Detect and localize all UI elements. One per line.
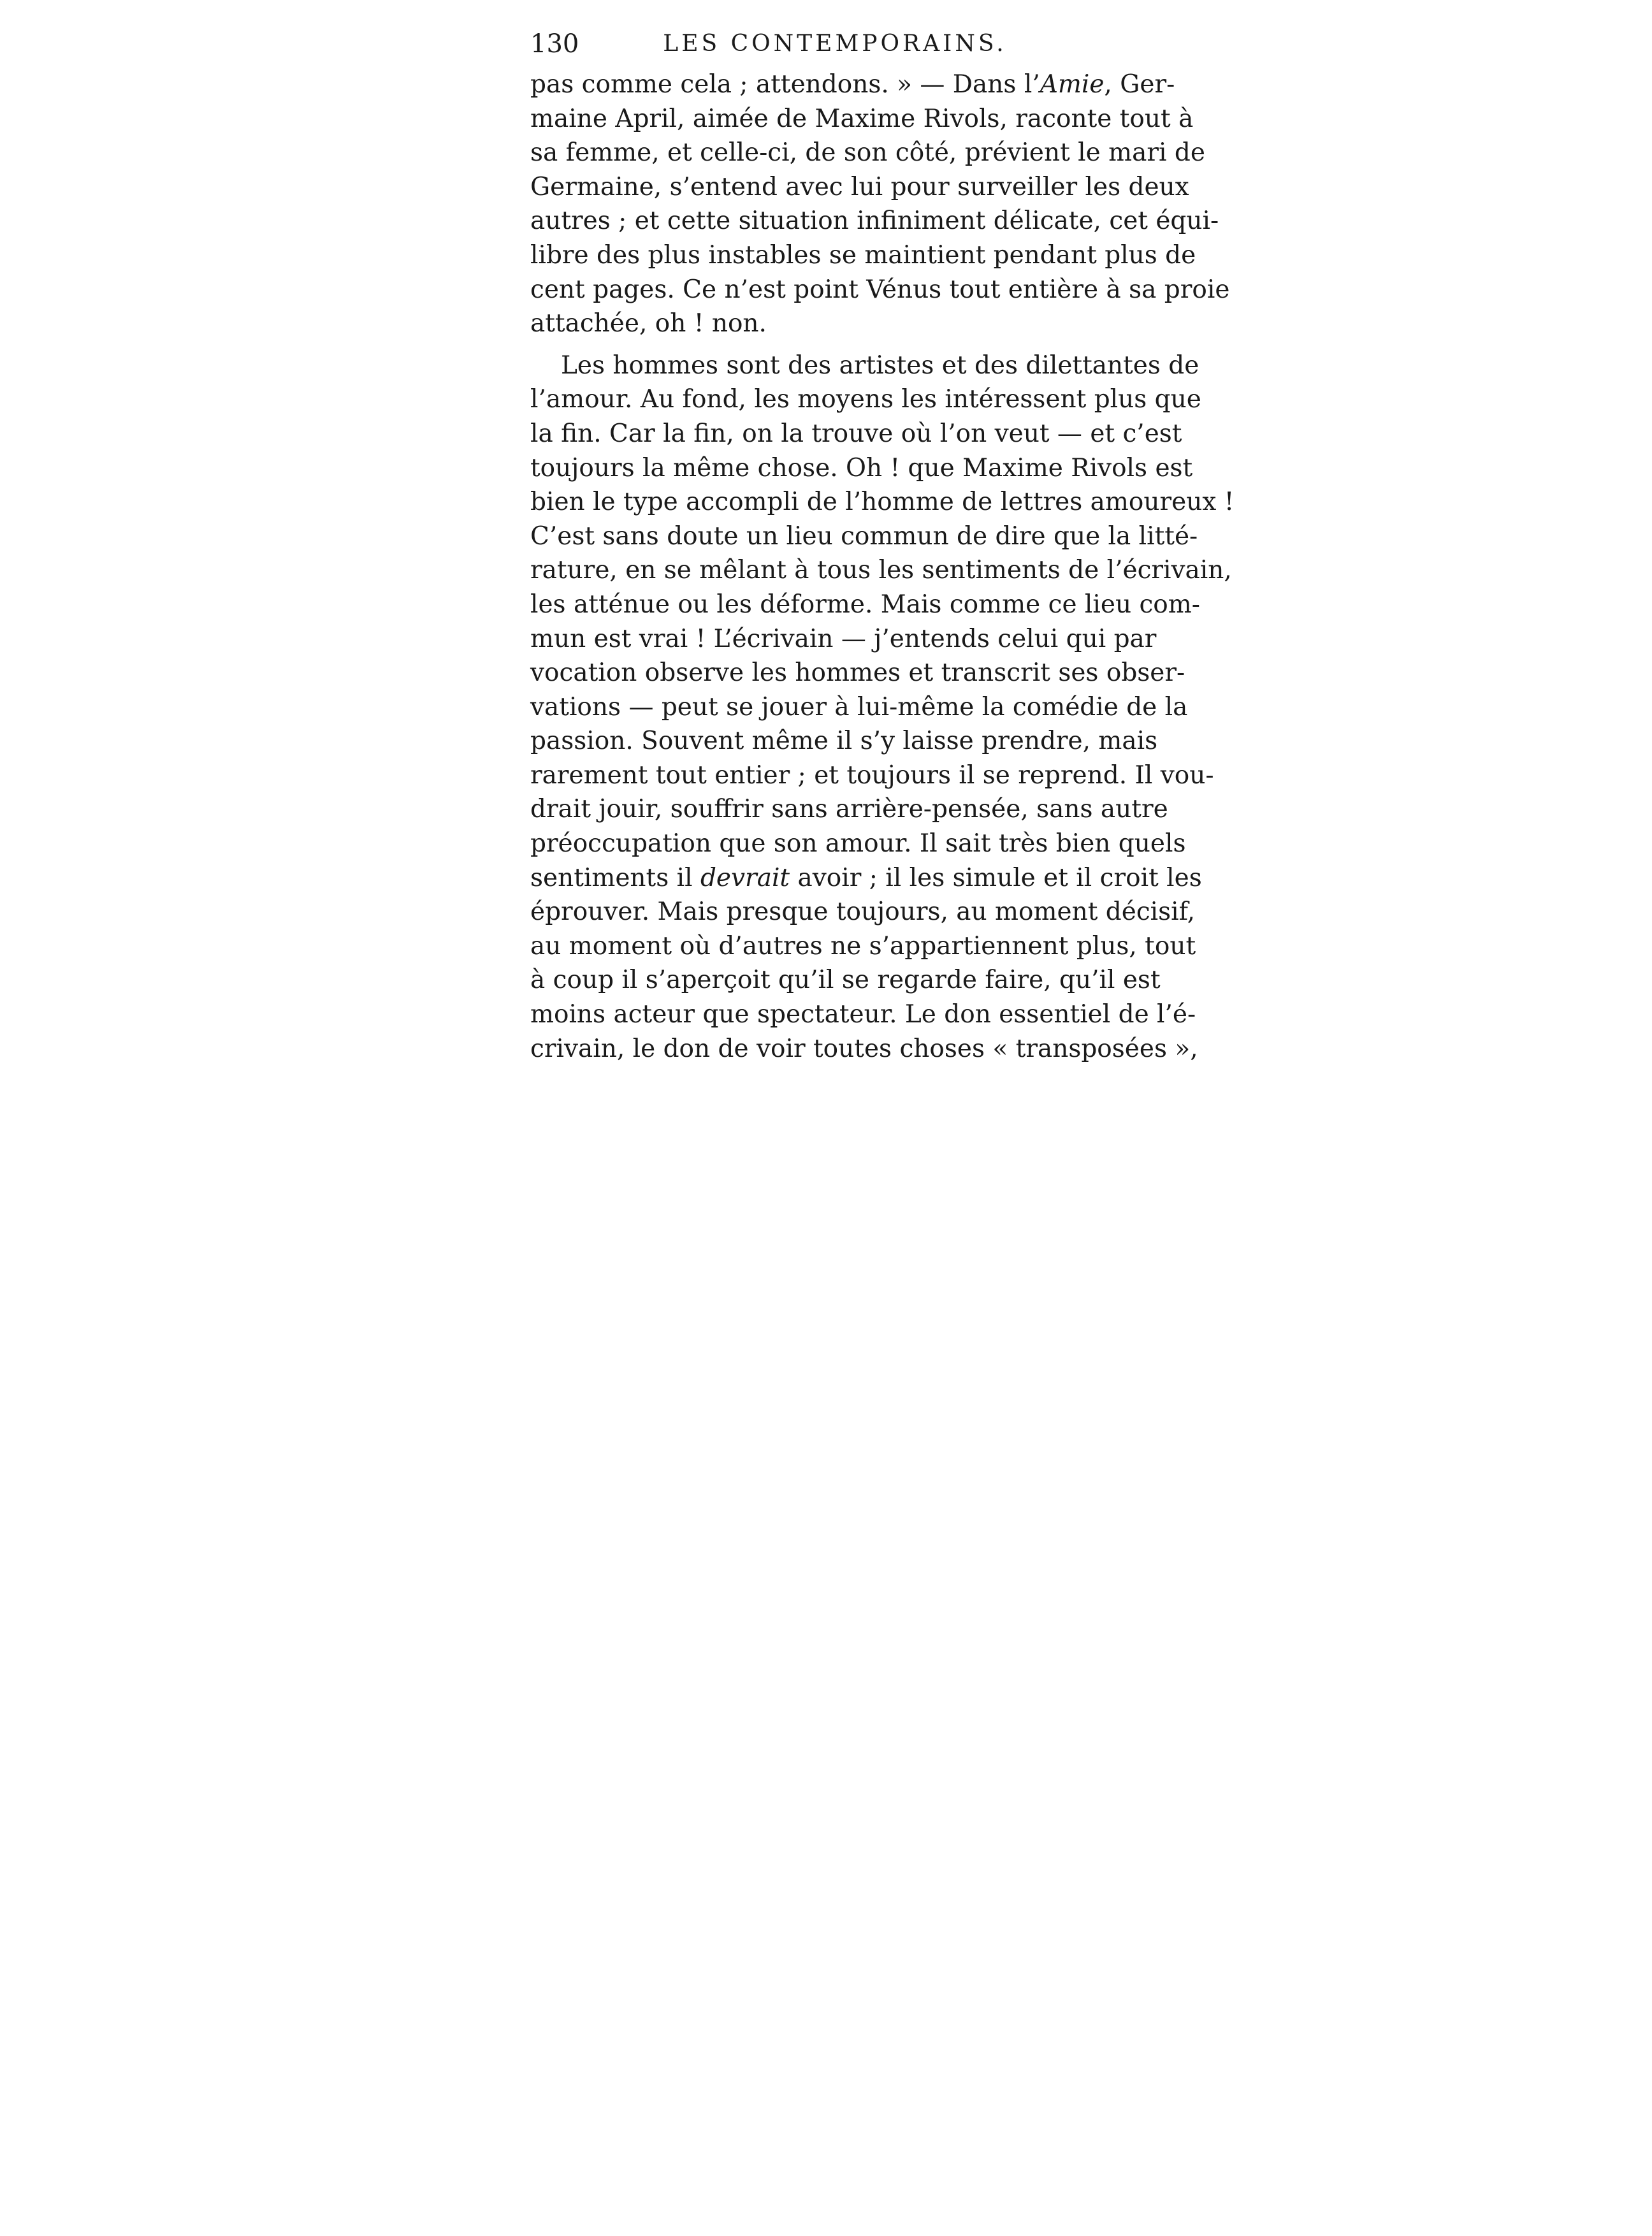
text-line: cent pages. Ce n’est point Vénus tout entière à sa proie: [530, 275, 1230, 304]
text-line: préoccupation que son amour. Il sait très bien quels: [530, 829, 1186, 859]
text-line: Les hommes sont des artistes et des dilettantes de: [561, 351, 1199, 380]
page-number: 130: [530, 29, 579, 59]
text-line: vocation observe les hommes et transcrit ses obser-: [530, 658, 1185, 688]
text-line: à coup il s’aperçoit qu’il se regarde faire, qu’il est: [530, 966, 1161, 995]
text-line: attachée, oh ! non.: [530, 309, 767, 338]
paragraph-gap: [530, 341, 1140, 349]
italic-word-devrait: devrait: [700, 863, 790, 892]
text-line: crivain, le don de voir toutes choses « transposées »,: [530, 1034, 1198, 1063]
text-line: mun est vrai ! L’écrivain — j’entends celui qui par: [530, 624, 1157, 653]
text-line: sa femme, et celle-ci, de son côté, prévient le mari de: [530, 138, 1205, 168]
paragraph-1: [530, 68, 1230, 341]
text-line: pas comme cela ; attendons. » — Dans l’Amie, Ger-: [530, 70, 1175, 99]
text-line: C’est sans doute un lieu commun de dire que la litté-: [530, 521, 1198, 551]
text-line: bien le type accompli de l’homme de lettres amoureux !: [530, 488, 1235, 517]
running-title: LES CONTEMPORAINS.: [663, 31, 1007, 57]
text-line: les atténue ou les déforme. Mais comme ce lieu com-: [530, 590, 1200, 619]
text-line: sentiments il devrait avoir ; il les simule et il croit les: [530, 863, 1202, 892]
italic-title-amie: Amie: [1040, 70, 1105, 99]
text-line: passion. Souvent même il s’y laisse prendre, mais: [530, 727, 1158, 756]
paragraph-2: [530, 349, 1235, 1066]
text-line: éprouver. Mais presque toujours, au moment décisif,: [530, 897, 1196, 927]
text-line: vations — peut se jouer à lui-même la comédie de la: [530, 692, 1188, 722]
text-line: la fin. Car la fin, on la trouve où l’on veut — et c’est: [530, 419, 1182, 448]
text-line: rarement tout entier ; et toujours il se reprend. Il vou-: [530, 760, 1214, 790]
text-line: maine April, aimée de Maxime Rivols, raconte tout à: [530, 104, 1194, 133]
text-line: toujours la même chose. Oh ! que Maxime Rivols est: [530, 453, 1193, 483]
body-text: [530, 68, 1235, 1066]
text-line: drait jouir, souffrir sans arrière-pensée, sans autre: [530, 795, 1168, 824]
text-line: l’amour. Au fond, les moyens les intéressent plus que: [530, 385, 1201, 414]
page-header: [530, 22, 1140, 66]
text-line: rature, en se mêlant à tous les sentiments de l’écrivain,: [530, 556, 1232, 585]
text-line: au moment où d’autres ne s’appartiennent plus, tout: [530, 931, 1196, 961]
text-line: Germaine, s’entend avec lui pour surveiller les deux: [530, 172, 1189, 201]
text-line: libre des plus instables se maintient pendant plus de: [530, 240, 1196, 270]
text-line: moins acteur que spectateur. Le don essentiel de l’é-: [530, 1000, 1196, 1029]
text-line: autres ; et cette situation infiniment délicate, cet équi-: [530, 207, 1219, 236]
